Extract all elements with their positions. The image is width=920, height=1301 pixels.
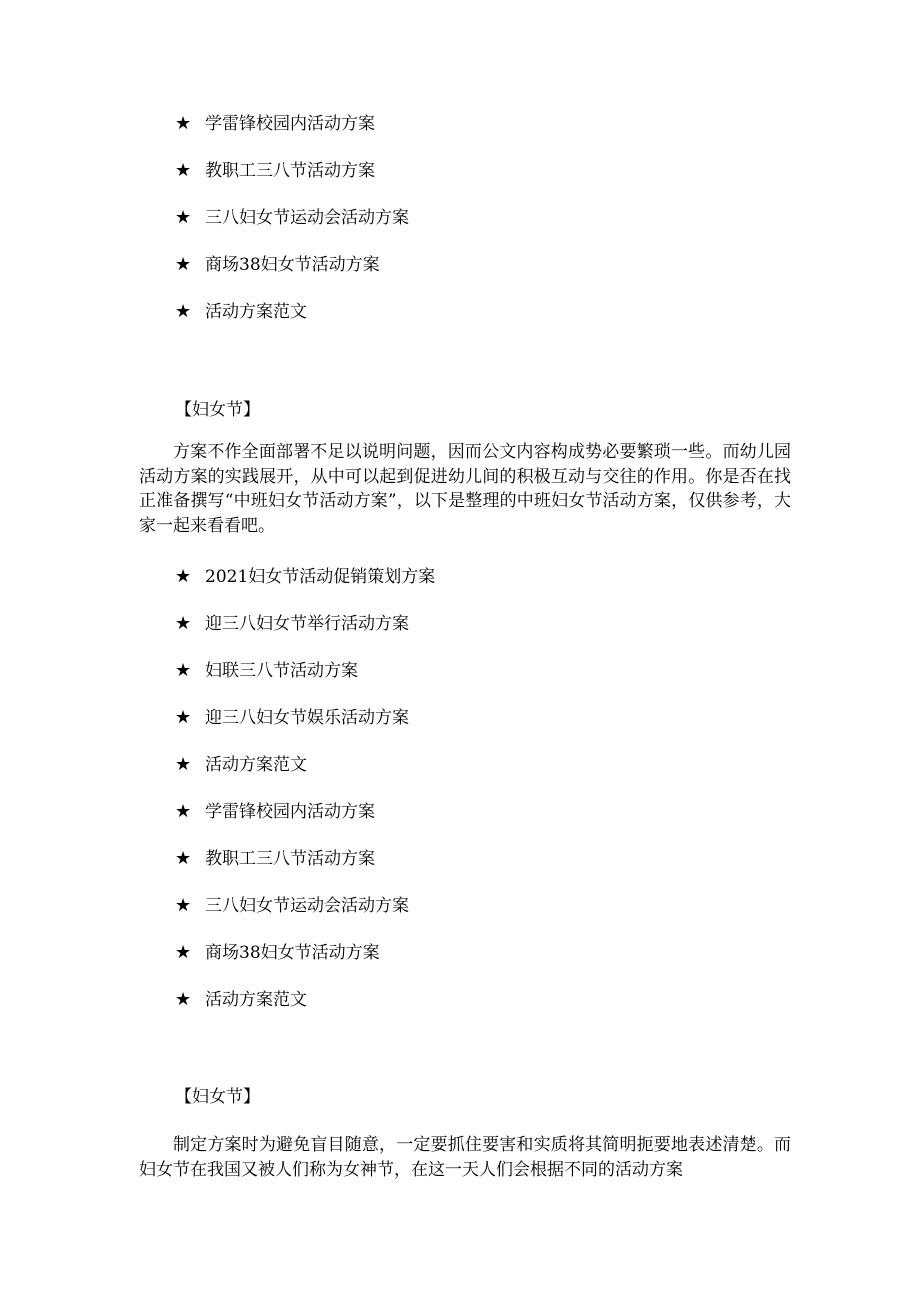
intro-paragraph-1: 方案不作全面部署不足以说明问题，因而公文内容构成势必要繁琐一些。而幼儿园活动方案的实践展开，从中可以起到促进幼儿间的积极互动与交往的作用。你是否在找正准备撰写“中班妇女节活动方案”，以下是整理的中班妇女节活动方案，仅供参考，大家一起来看看吧。 — [139, 442, 791, 536]
list-item[interactable] — [175, 894, 435, 941]
list-item-label: 活动方案范文 — [205, 302, 307, 322]
list-item-label: 2021妇女节活动促销策划方案 — [205, 567, 436, 587]
star-icon: ★ — [175, 942, 192, 963]
list-item-label: 三八妇女节运动会活动方案 — [205, 896, 409, 916]
list-item-label: 三八妇女节运动会活动方案 — [205, 208, 409, 228]
star-icon: ★ — [175, 207, 192, 228]
list-item[interactable] — [175, 159, 409, 206]
list-item[interactable] — [175, 800, 435, 847]
list-item-label: 商场38妇女节活动方案 — [205, 943, 380, 963]
list-item-label: 迎三八妇女节举行活动方案 — [205, 614, 409, 634]
star-icon: ★ — [175, 613, 192, 634]
intro-paragraph-2: 制定方案时为避免盲目随意，一定要抓住要害和实质将其简明扼要地表述清楚。而妇女节在我国又被人们称为女神节，在这一天人们会根据不同的活动方案 — [139, 1135, 791, 1180]
list-item-label: 迎三八妇女节娱乐活动方案 — [205, 708, 409, 728]
star-icon: ★ — [175, 895, 192, 916]
list-item-label: 妇联三八节活动方案 — [205, 661, 358, 681]
section-title-1: 【妇女节】 — [175, 400, 260, 420]
star-icon: ★ — [175, 254, 192, 275]
star-icon: ★ — [175, 707, 192, 728]
star-icon: ★ — [175, 660, 192, 681]
related-links-list-2 — [175, 565, 435, 1035]
list-item-label: 商场38妇女节活动方案 — [205, 255, 380, 275]
list-item[interactable] — [175, 565, 435, 612]
star-icon: ★ — [175, 989, 192, 1010]
list-item[interactable] — [175, 112, 409, 159]
list-item-label: 教职工三八节活动方案 — [205, 849, 375, 869]
star-icon: ★ — [175, 801, 192, 822]
list-item[interactable] — [175, 253, 409, 300]
list-item[interactable] — [175, 612, 435, 659]
list-item[interactable] — [175, 988, 435, 1035]
star-icon: ★ — [175, 301, 192, 322]
star-icon: ★ — [175, 113, 192, 134]
list-item-label: 活动方案范文 — [205, 755, 307, 775]
list-item-label: 活动方案范文 — [205, 990, 307, 1010]
list-item-label: 教职工三八节活动方案 — [205, 161, 375, 181]
list-item[interactable] — [175, 753, 435, 800]
star-icon: ★ — [175, 754, 192, 775]
star-icon: ★ — [175, 566, 192, 587]
list-item[interactable] — [175, 206, 409, 253]
list-item[interactable] — [175, 941, 435, 988]
section-title-2: 【妇女节】 — [175, 1087, 260, 1107]
list-item[interactable] — [175, 706, 435, 753]
list-item[interactable] — [175, 659, 435, 706]
star-icon: ★ — [175, 160, 192, 181]
list-item[interactable] — [175, 300, 409, 347]
star-icon: ★ — [175, 848, 192, 869]
list-item-label: 学雷锋校园内活动方案 — [205, 114, 375, 134]
list-item-label: 学雷锋校园内活动方案 — [205, 802, 375, 822]
related-links-list-1 — [175, 112, 409, 347]
list-item[interactable] — [175, 847, 435, 894]
